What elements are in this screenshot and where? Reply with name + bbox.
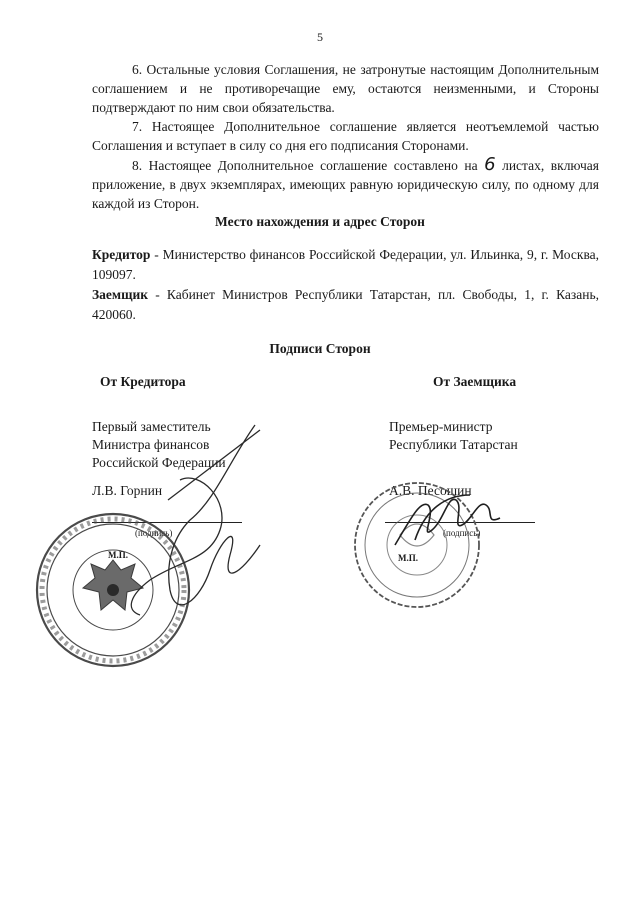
creditor-label: Кредитор bbox=[92, 247, 151, 262]
page-number: 5 bbox=[317, 30, 323, 44]
borrower-name: А.В. Песошин bbox=[389, 483, 472, 498]
borrower-label: Заемщик bbox=[92, 287, 149, 302]
creditor-name: Л.В. Горнин bbox=[92, 483, 163, 498]
borrower-seal-caption: М.П. bbox=[398, 553, 418, 563]
borrower-signature-caption: (подпись) bbox=[443, 528, 481, 538]
borrower-position-line2: Республики Татарстан bbox=[389, 437, 518, 452]
borrower-heading: От Заемщика bbox=[433, 374, 517, 389]
signatures-title: Подписи Сторон bbox=[269, 341, 371, 356]
creditor-stamp bbox=[37, 514, 189, 666]
borrower-position-line1: Премьер-министр bbox=[389, 419, 493, 434]
creditor-position-line1: Первый заместитель bbox=[92, 419, 211, 434]
creditor-heading: От Кредитора bbox=[100, 374, 186, 389]
creditor-position-line2: Министра финансов bbox=[92, 437, 210, 452]
creditor-address-text: - Министерство финансов Российской Федерации, ул. Ильинка, 9, г. Москва, 109097. bbox=[92, 247, 600, 282]
creditor-position-line3: Российской Федерации bbox=[92, 455, 226, 470]
creditor-signature-scribble bbox=[131, 425, 260, 615]
paragraph-8-start: 8. Настоящее Дополнительное соглашение составлено на bbox=[132, 158, 478, 173]
sheet-count-handwritten: 6 bbox=[484, 154, 496, 175]
borrower-address-text: - Кабинет Министров Республики Татарстан, пл. Свободы, 1, г. Казань, 420060. bbox=[92, 287, 600, 322]
paragraph-8-end: листах, включая приложение, в двух экземплярах, имеющих равную юридическую силу, по одному для каждой из Сторон. bbox=[92, 158, 599, 211]
creditor-signature-caption: (подпись) bbox=[135, 528, 173, 538]
paragraph-6: 6. Остальные условия Соглашения, не затронутые настоящим Дополнительным соглашением и не противоречащие ему, остаются неизменными, и Стороны подтверждают по ним свои обязательства. bbox=[92, 62, 599, 115]
addresses-title: Место нахождения и адрес Сторон bbox=[215, 214, 425, 229]
paragraph-7: 7. Настоящее Дополнительное соглашение является неотъемлемой частью Соглашения и вступает в силу со дня его подписания Сторонами. bbox=[92, 119, 599, 153]
creditor-seal-caption: М.П. bbox=[108, 550, 128, 560]
borrower-stamp bbox=[355, 483, 479, 607]
